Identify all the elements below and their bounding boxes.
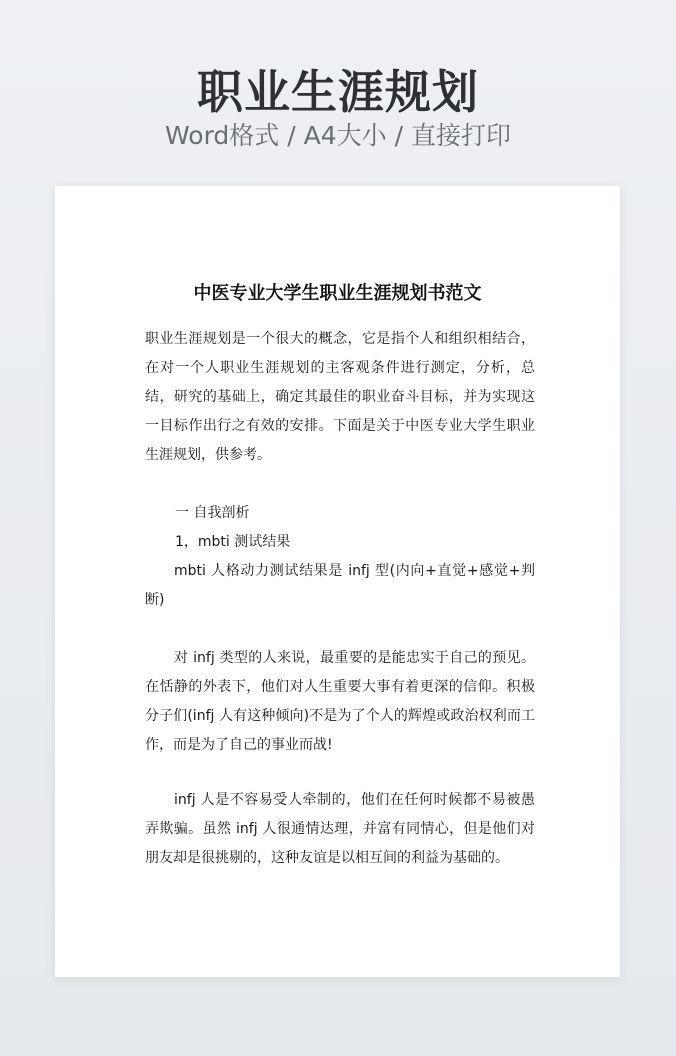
section-heading: 一 自我剖析 xyxy=(175,505,250,521)
body-paragraph-2: infj 人是不容易受人牵制的，他们在任何时候都不易被愚弄欺骗。虽然 infj 人很通情达理，并富有同情心，但是他们对朋友却是很挑剔的，这种友谊是以相互间的利益为基础的。 xyxy=(145,792,535,866)
body-paragraph-1: 对 infj 类型的人来说，最重要的是能忠实于自己的预见。在恬静的外表下，他们对人生重要大事有着更深的信仰。积极分子们(infj 人有这种倾向)不是为了个人的辉煌或政治权利而工作，而是为了自己的事业而战! xyxy=(145,650,535,753)
subsection-heading: 1，mbti 测试结果 xyxy=(175,534,291,550)
page-title: 职业生涯规划 xyxy=(197,65,479,119)
mbti-result-paragraph: mbti 人格动力测试结果是 infj 型(内向+直觉+感觉+判断) xyxy=(145,563,535,608)
intro-paragraph: 职业生涯规划是一个很大的概念，它是指个人和组织相结合，在对一个人职业生涯规划的主客观条件进行测定，分析，总结，研究的基础上，确定其最佳的职业奋斗目标，并为实现这一目标作出行之有效的安排。下面是关于中医专业大学生职业生涯规划，供参考。 xyxy=(145,331,535,463)
document-title: 中医专业大学生职业生涯规划书范文 xyxy=(193,283,482,304)
page-subtitle: Word格式 / A4大小 / 直接打印 xyxy=(165,121,511,150)
document-page xyxy=(55,186,620,977)
